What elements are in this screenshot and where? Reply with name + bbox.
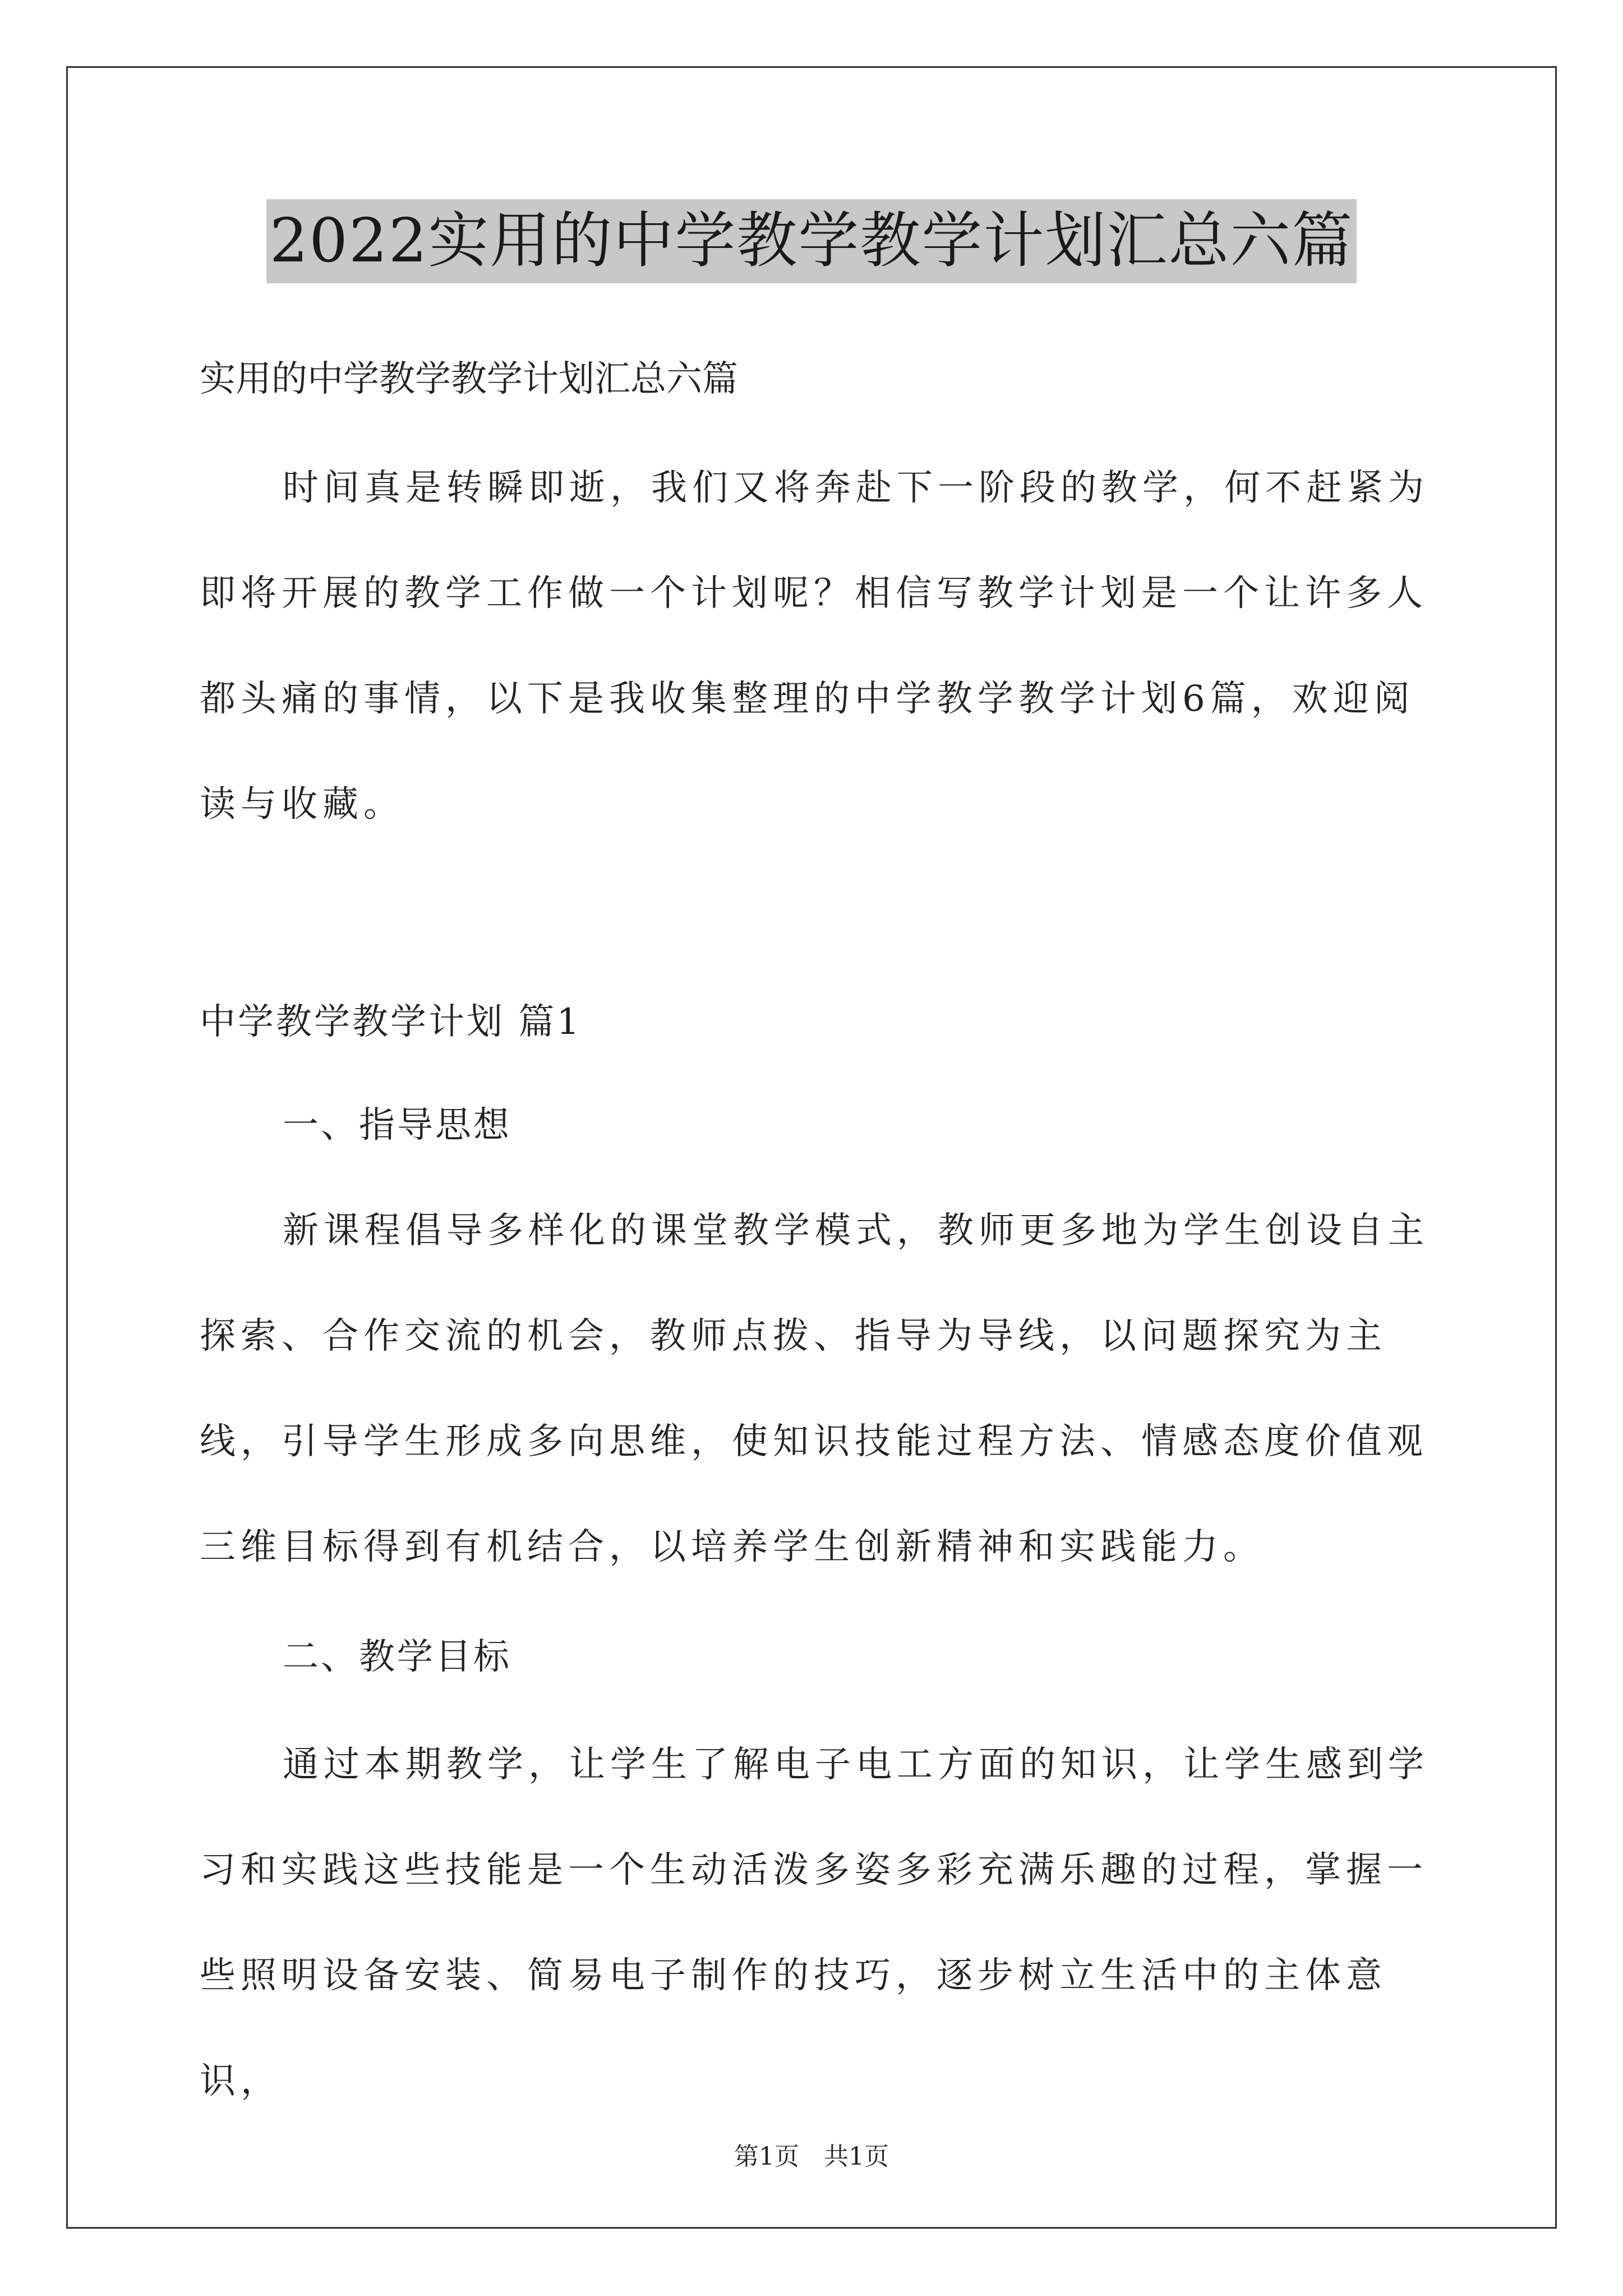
guiding-thought-paragraph: 新课程倡导多样化的课堂教学模式，教师更多地为学生创设自主探索、合作交流的机会，教师点拨、指导为导线，以问题探究为主线，引导学生形成多向思维，使知识技能过程方法、情感态度价值观三维目标得到有机结合，以培养学生创新精神和实践能力。 (200, 1210, 1429, 1568)
teaching-goals-paragraph: 通过本期教学，让学生了解电子电工方面的知识，让学生感到学习和实践这些技能是一个生动活泼多姿多彩充满乐趣的过程，掌握一些照明设备安装、简易电子制作的技巧，逐步树立生活中的主体意识， (200, 1744, 1429, 2102)
document-subtitle: 实用的中学教学教学计划汇总六篇 (200, 358, 738, 400)
document-title: 2022实用的中学教学教学计划汇总六篇 (266, 199, 1357, 283)
page-footer: 第1页 共1页 (734, 2142, 889, 2171)
section-heading: 中学教学教学计划 篇1 (200, 1001, 582, 1043)
title-container (0, 199, 1623, 283)
intro-paragraph: 时间真是转瞬即逝，我们又将奔赴下一阶段的教学，何不赶紧为即将开展的教学工作做一个计划呢？相信写教学计划是一个让许多人都头痛的事情，以下是我收集整理的中学教学教学计划6篇，欢迎阅读与收藏。 (200, 467, 1429, 825)
subsection-heading-guiding-thought: 一、指导思想 (283, 1105, 511, 1146)
subsection-heading-teaching-goals: 二、教学目标 (283, 1636, 511, 1678)
